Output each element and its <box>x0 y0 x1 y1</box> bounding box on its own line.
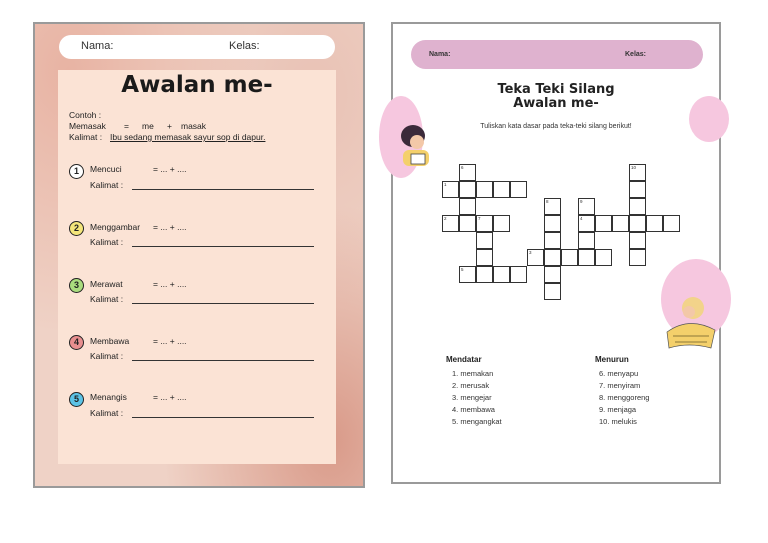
item-2-word: Menggambar <box>90 222 141 232</box>
crossword-cell[interactable] <box>578 249 595 266</box>
item-2-equation: = ... + .... <box>153 222 187 232</box>
menurun-clue-9: 9. menjaga <box>599 405 637 414</box>
crossword-cell[interactable] <box>510 181 527 198</box>
worksheet-title: Awalan me- <box>121 72 273 98</box>
crossword-number: 1 <box>444 182 447 187</box>
menurun-clue-6: 6. menyapu <box>599 369 639 378</box>
crossword-cell[interactable] <box>459 181 476 198</box>
example-plus: + <box>167 121 172 131</box>
crossword-number: 9 <box>580 199 583 204</box>
kelas-label: Kelas: <box>229 40 260 52</box>
example-word: Memasak <box>69 121 106 131</box>
crossword-cell[interactable] <box>544 215 561 232</box>
crossword-cell[interactable] <box>476 249 493 266</box>
item-5-word: Menangis <box>90 392 127 402</box>
item-2-kalimat-label: Kalimat : <box>90 237 124 247</box>
crossword-number: 2 <box>444 216 447 221</box>
crossword-cell[interactable] <box>544 232 561 249</box>
crossword-number: 5 <box>461 267 464 272</box>
crossword-number: 7 <box>478 216 481 221</box>
crossword-cell[interactable] <box>459 198 476 215</box>
crossword-cell[interactable] <box>595 249 612 266</box>
name-class-bar <box>59 35 335 59</box>
item-3-kalimat-label: Kalimat : <box>90 294 124 304</box>
item-3-answer-line[interactable] <box>132 303 314 304</box>
item-5-equation: = ... + .... <box>153 392 187 402</box>
crossword-cell[interactable] <box>476 232 493 249</box>
girl-sleeping-illustration <box>659 286 721 356</box>
item-4-equation: = ... + .... <box>153 336 187 346</box>
mendatar-clue-5: 5. mengangkat <box>452 417 502 426</box>
crossword-cell[interactable] <box>629 215 646 232</box>
example-root: masak <box>181 121 207 131</box>
item-5-kalimat-label: Kalimat : <box>90 408 124 418</box>
item-1-answer-line[interactable] <box>132 189 314 190</box>
crossword-cell[interactable] <box>612 215 629 232</box>
kelas-label: Kelas: <box>625 51 647 58</box>
mendatar-clue-3: 3. mengejar <box>452 393 492 402</box>
contoh-label: Contoh : <box>69 110 102 120</box>
crossword-number: 10 <box>631 165 637 170</box>
crossword-title: Teka Teki Silang <box>497 82 615 97</box>
number-2-badge: 2 <box>69 221 84 236</box>
crossword-cell[interactable] <box>476 181 493 198</box>
example-sentence: Ibu sedang memasak sayur sop di dapur. <box>110 132 266 142</box>
crossword-cell[interactable] <box>578 232 595 249</box>
number-5-badge: 5 <box>69 392 84 407</box>
mendatar-clue-4: 4. membawa <box>452 405 495 414</box>
crossword-cell[interactable] <box>493 266 510 283</box>
number-1-badge: 1 <box>69 164 84 179</box>
menurun-clue-10: 10. melukis <box>599 417 637 426</box>
crossword-cell[interactable] <box>561 249 578 266</box>
number-3-badge: 3 <box>69 278 84 293</box>
crossword-number: 3 <box>529 250 532 255</box>
item-2-answer-line[interactable] <box>132 246 314 247</box>
mendatar-clue-2: 2. merusak <box>452 381 490 390</box>
crossword-cell[interactable] <box>595 215 612 232</box>
item-1-kalimat-label: Kalimat : <box>90 180 124 190</box>
menurun-clue-7: 7. menyiram <box>599 381 641 390</box>
crossword-instruction: Tuliskan kata dasar pada teka-teki silang berikut! <box>480 123 632 130</box>
example-equals: = <box>124 121 129 131</box>
crossword-cell[interactable] <box>493 181 510 198</box>
item-1-equation: = ... + .... <box>153 164 187 174</box>
crossword-number: 8 <box>546 199 549 204</box>
crossword-cell[interactable] <box>510 266 527 283</box>
crossword-cell[interactable] <box>629 181 646 198</box>
crossword-worksheet <box>391 22 721 484</box>
item-3-word: Merawat <box>90 279 123 289</box>
number-4-badge: 4 <box>69 335 84 350</box>
item-5-answer-line[interactable] <box>132 417 314 418</box>
crossword-cell[interactable] <box>544 266 561 283</box>
crossword-cell[interactable] <box>459 215 476 232</box>
item-3-equation: = ... + .... <box>153 279 187 289</box>
mendatar-clue-1: 1. memakan <box>452 369 494 378</box>
crossword-cell[interactable] <box>544 249 561 266</box>
crossword-cell[interactable] <box>629 198 646 215</box>
worksheet-awalan-me <box>33 22 365 488</box>
nama-label: Nama: <box>429 51 451 58</box>
menurun-heading: Menurun <box>595 355 629 364</box>
crossword-cell[interactable] <box>663 215 680 232</box>
menurun-clue-8: 8. menggoreng <box>599 393 650 402</box>
crossword-subtitle: Awalan me- <box>513 96 599 111</box>
crossword-cell[interactable] <box>493 215 510 232</box>
mendatar-heading: Mendatar <box>446 355 482 364</box>
item-1-word: Mencuci <box>90 164 122 174</box>
crossword-cell[interactable] <box>544 283 561 300</box>
name-class-bar <box>411 40 703 69</box>
nama-label: Nama: <box>81 40 114 52</box>
crossword-number: 6 <box>461 165 464 170</box>
example-prefix: me <box>142 121 154 131</box>
crossword-cell[interactable] <box>646 215 663 232</box>
crossword-cell[interactable] <box>476 266 493 283</box>
item-4-answer-line[interactable] <box>132 360 314 361</box>
crossword-number: 4 <box>580 216 583 221</box>
item-4-kalimat-label: Kalimat : <box>90 351 124 361</box>
item-4-word: Membawa <box>90 336 130 346</box>
worksheet-body <box>58 70 336 464</box>
example-kalimat-label: Kalimat : <box>69 132 103 142</box>
crossword-cell[interactable] <box>629 249 646 266</box>
crossword-cell[interactable] <box>629 232 646 249</box>
